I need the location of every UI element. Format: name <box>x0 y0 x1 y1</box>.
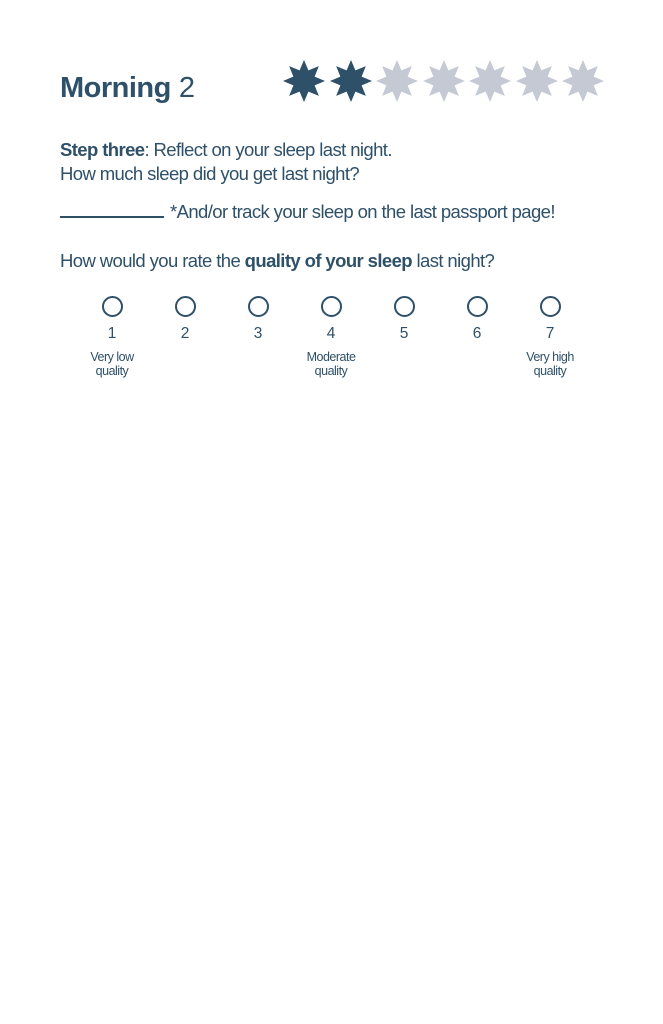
rating-radio-7[interactable] <box>540 296 561 317</box>
sleep-answer-row <box>60 199 555 224</box>
step-line <box>60 138 392 162</box>
step-label: Step three <box>60 139 145 160</box>
title-number: 2 <box>178 72 195 104</box>
step-text: : Reflect on your sleep last night. <box>144 139 392 160</box>
rating-description <box>72 350 152 378</box>
rating-desc-line: quality <box>95 364 129 378</box>
sleep-question: How much sleep did you get last night? <box>60 163 360 184</box>
rating-option-3 <box>218 296 298 342</box>
rating-option-1 <box>72 296 152 378</box>
rating-desc-line: quality <box>533 364 567 378</box>
rating-option-7 <box>510 296 590 378</box>
rating-number: 3 <box>253 325 263 342</box>
step-instructions <box>60 138 392 186</box>
page-title <box>60 72 195 105</box>
rating-number: 6 <box>472 325 482 342</box>
star-icon-1 <box>281 58 327 104</box>
rating-option-4 <box>291 296 371 378</box>
rating-radio-5[interactable] <box>394 296 415 317</box>
rating-number: 5 <box>399 325 409 342</box>
rating-option-5 <box>364 296 444 342</box>
rating-radio-2[interactable] <box>175 296 196 317</box>
rating-number: 2 <box>180 325 190 342</box>
rating-number: 1 <box>107 325 117 342</box>
star-icon-3 <box>374 58 420 104</box>
title-word: Morning <box>60 72 171 104</box>
quality-rating-scale <box>0 296 663 396</box>
star-icon-4 <box>421 58 467 104</box>
quality-question <box>60 249 494 273</box>
sleep-hours-blank[interactable] <box>60 199 164 218</box>
quality-prefix: How would you rate the <box>60 250 245 271</box>
star-icon-6 <box>514 58 560 104</box>
rating-radio-6[interactable] <box>467 296 488 317</box>
quality-suffix: last night? <box>411 250 495 271</box>
rating-radio-4[interactable] <box>321 296 342 317</box>
rating-desc-line: quality <box>314 364 348 378</box>
rating-desc-line: Moderate <box>306 350 356 364</box>
quality-emphasis: quality of your sleep <box>244 250 412 271</box>
progress-stars <box>281 58 605 104</box>
rating-number: 4 <box>326 325 336 342</box>
rating-description <box>510 350 590 378</box>
track-note: *And/or track your sleep on the last passport page! <box>170 201 555 222</box>
rating-radio-3[interactable] <box>248 296 269 317</box>
rating-option-2 <box>145 296 225 342</box>
rating-description <box>291 350 371 378</box>
star-icon-2 <box>328 58 374 104</box>
star-icon-7 <box>560 58 606 104</box>
rating-desc-line: Very low <box>90 350 134 364</box>
rating-radio-1[interactable] <box>102 296 123 317</box>
rating-desc-line: Very high <box>526 350 574 364</box>
rating-option-6 <box>437 296 517 342</box>
rating-number: 7 <box>545 325 555 342</box>
star-icon-5 <box>467 58 513 104</box>
